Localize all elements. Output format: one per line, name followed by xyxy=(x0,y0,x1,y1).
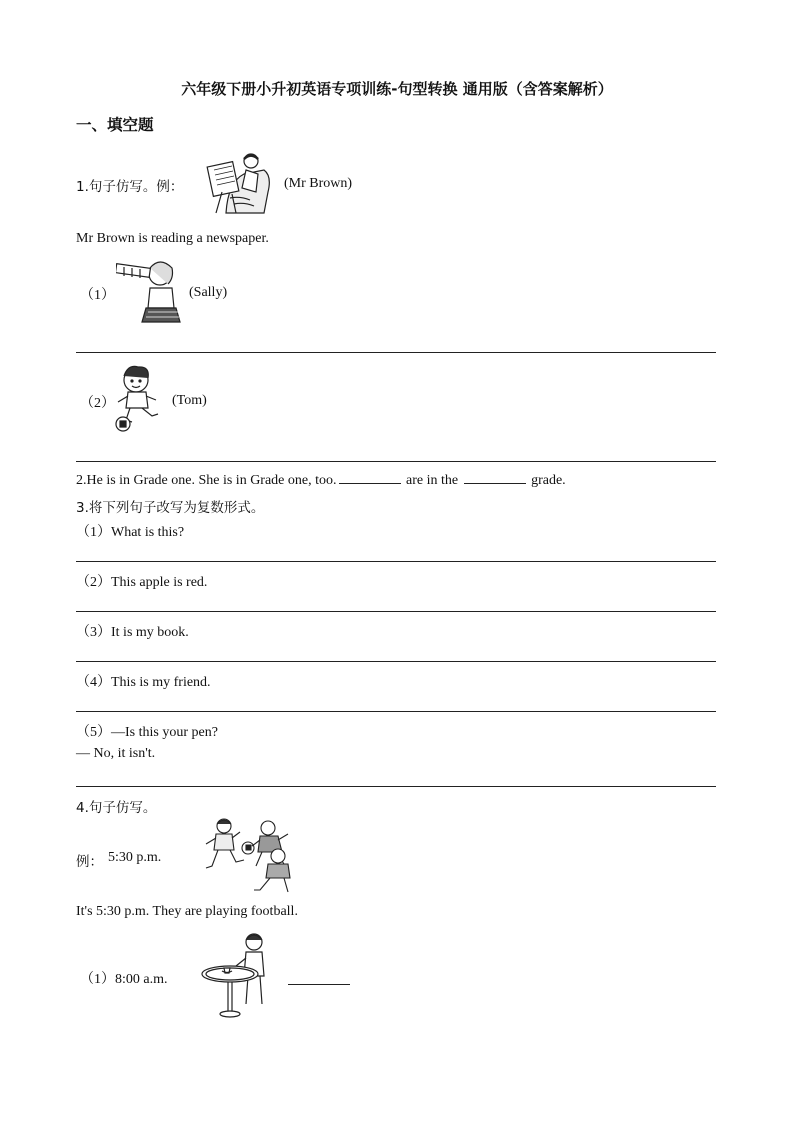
q1-item2-number: （2） xyxy=(80,396,115,411)
answer-line xyxy=(76,661,716,662)
answer-line xyxy=(76,352,716,353)
q3-item2-text: This apple is red. xyxy=(111,575,208,590)
q3-item-4 xyxy=(76,671,211,691)
section-heading: 一、填空题 xyxy=(76,116,154,134)
q4-item1 xyxy=(80,968,168,988)
telescope-girl-picture xyxy=(116,258,182,326)
q4-item1-number: （1） xyxy=(80,972,115,987)
q3-item3-text: It is my book. xyxy=(111,625,189,640)
q3-prompt: 3.将下列句子改写为复数形式。 xyxy=(76,500,265,516)
q3-item1-number: （1） xyxy=(76,525,111,540)
q3-item4-text: This is my friend. xyxy=(111,675,211,690)
answer-line xyxy=(76,711,716,712)
q3-item-1 xyxy=(76,521,184,541)
q4-example-label: 例： xyxy=(76,854,103,870)
answer-line xyxy=(76,786,716,787)
q3-item-3 xyxy=(76,621,189,641)
q4-prompt: 4.句子仿写。 xyxy=(76,800,157,816)
reading-man-picture xyxy=(206,152,274,214)
q3-item1-text: What is this? xyxy=(111,525,185,540)
q2-part1: 2.He is in Grade one. She is in Grade one, too. xyxy=(76,473,337,488)
q2-part2: are in the xyxy=(402,473,462,488)
q3-item3-number: （3） xyxy=(76,625,111,640)
q2-sentence xyxy=(76,471,566,489)
q1-item1-number: （1） xyxy=(80,288,115,303)
answer-line xyxy=(76,611,716,612)
q2-blank-1[interactable] xyxy=(339,471,401,484)
q4-item1-time: 8:00 a.m. xyxy=(115,972,168,987)
football-players-picture xyxy=(204,816,300,894)
answer-line xyxy=(76,561,716,562)
football-boy-picture xyxy=(112,364,162,434)
q4-example-time: 5:30 p.m. xyxy=(108,850,162,865)
q1-example-name: (Mr Brown) xyxy=(284,176,353,191)
q3-item-5 xyxy=(76,721,218,741)
q1-example-sentence: Mr Brown is reading a newspaper. xyxy=(76,231,269,246)
q4-example-sentence: It's 5:30 p.m. They are playing football. xyxy=(76,904,298,919)
q3-item5-number: （5） xyxy=(76,725,111,740)
q2-blank-2[interactable] xyxy=(464,471,526,484)
q3-item5-answer: — No, it isn't. xyxy=(76,746,156,761)
boy-at-table-picture xyxy=(198,930,270,1022)
q2-part3: grade. xyxy=(527,473,566,488)
q1-prompt: 1.句子仿写。例： xyxy=(76,179,184,195)
q3-item5-text: —Is this your pen? xyxy=(111,725,218,740)
q4-item1-blank[interactable] xyxy=(288,972,350,985)
q3-item-2 xyxy=(76,571,207,591)
answer-line xyxy=(76,461,716,462)
page-title: 六年级下册小升初英语专项训练-句型转换 通用版（含答案解析） xyxy=(181,80,613,98)
q3-item2-number: （2） xyxy=(76,575,111,590)
q1-item2-name: (Tom) xyxy=(172,393,207,408)
q3-item4-number: （4） xyxy=(76,675,111,690)
q1-item1-name: (Sally) xyxy=(189,285,228,300)
